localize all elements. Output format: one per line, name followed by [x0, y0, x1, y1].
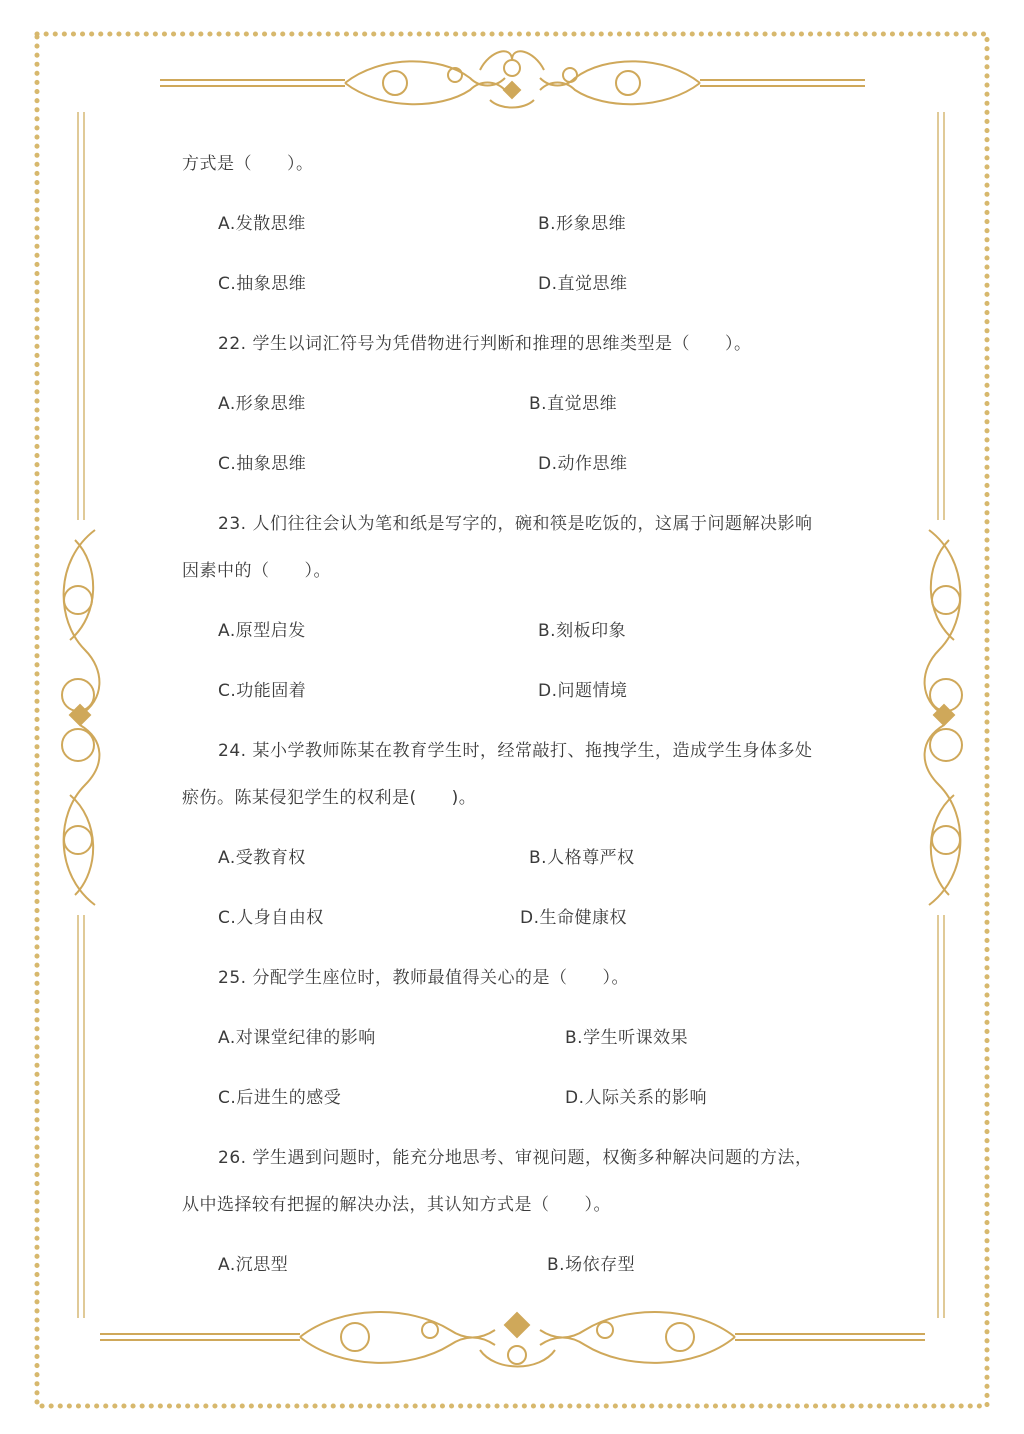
- bottom-ornament: [100, 1312, 925, 1366]
- options-row-cd: [182, 258, 852, 318]
- left-ornament: [62, 530, 99, 905]
- options-row-cd: [182, 438, 852, 498]
- options-row-cd: [182, 892, 852, 952]
- option-b: B.形象思维: [538, 214, 627, 234]
- question-25-stem: 25. 分配学生座位时，教师最值得关心的是（ ）。: [218, 968, 629, 988]
- options-row-ab: [182, 198, 852, 258]
- option-a: A.对课堂纪律的影响: [218, 1028, 376, 1048]
- question-24-stem-cont: 瘀伤。陈某侵犯学生的权利是( )。: [182, 788, 477, 808]
- option-b: B.人格尊严权: [529, 848, 635, 868]
- question-23-stem: 23. 人们往往会认为笔和纸是写字的，碗和筷是吃饭的，这属于问题解决影响: [218, 514, 813, 534]
- options-row-ab: [182, 1239, 852, 1299]
- option-b: B.直觉思维: [529, 394, 618, 414]
- option-a: A.沉思型: [218, 1255, 289, 1275]
- options-row-ab: [182, 378, 852, 438]
- options-row-cd: [182, 665, 852, 725]
- options-row-ab: [182, 832, 852, 892]
- question-list: [182, 138, 852, 1299]
- option-b: B.学生听课效果: [565, 1028, 689, 1048]
- option-d: D.直觉思维: [538, 274, 628, 294]
- option-a: A.受教育权: [218, 848, 306, 868]
- option-a: A.原型启发: [218, 621, 306, 641]
- option-a: A.形象思维: [218, 394, 306, 414]
- option-d: D.人际关系的影响: [565, 1088, 707, 1108]
- top-ornament: [160, 51, 865, 107]
- option-a: A.发散思维: [218, 214, 306, 234]
- question-23-stem-cont: 因素中的（ ）。: [182, 561, 331, 581]
- options-row-ab: [182, 605, 852, 665]
- question-26-stem-cont: 从中选择较有把握的解决办法，其认知方式是（ ）。: [182, 1195, 611, 1215]
- option-c: C.功能固着: [218, 681, 307, 701]
- right-ornament: [925, 530, 962, 905]
- question-24-stem: 24. 某小学教师陈某在教育学生时，经常敲打、拖拽学生，造成学生身体多处: [218, 741, 813, 761]
- option-c: C.人身自由权: [218, 908, 324, 928]
- option-d: D.问题情境: [538, 681, 628, 701]
- question-26-stem: 26. 学生遇到问题时，能充分地思考、审视问题，权衡多种解决问题的方法，: [218, 1148, 813, 1168]
- question-21-stem-end: 方式是（ ）。: [182, 154, 314, 174]
- option-c: C.后进生的感受: [218, 1088, 342, 1108]
- option-d: D.生命健康权: [520, 908, 627, 928]
- options-row-ab: [182, 1012, 852, 1072]
- option-c: C.抽象思维: [218, 274, 307, 294]
- option-c: C.抽象思维: [218, 454, 307, 474]
- option-b: B.刻板印象: [538, 621, 627, 641]
- option-b: B.场依存型: [547, 1255, 636, 1275]
- options-row-cd: [182, 1072, 852, 1132]
- option-d: D.动作思维: [538, 454, 628, 474]
- question-22-stem: 22. 学生以词汇符号为凭借物进行判断和推理的思维类型是（ ）。: [218, 334, 752, 354]
